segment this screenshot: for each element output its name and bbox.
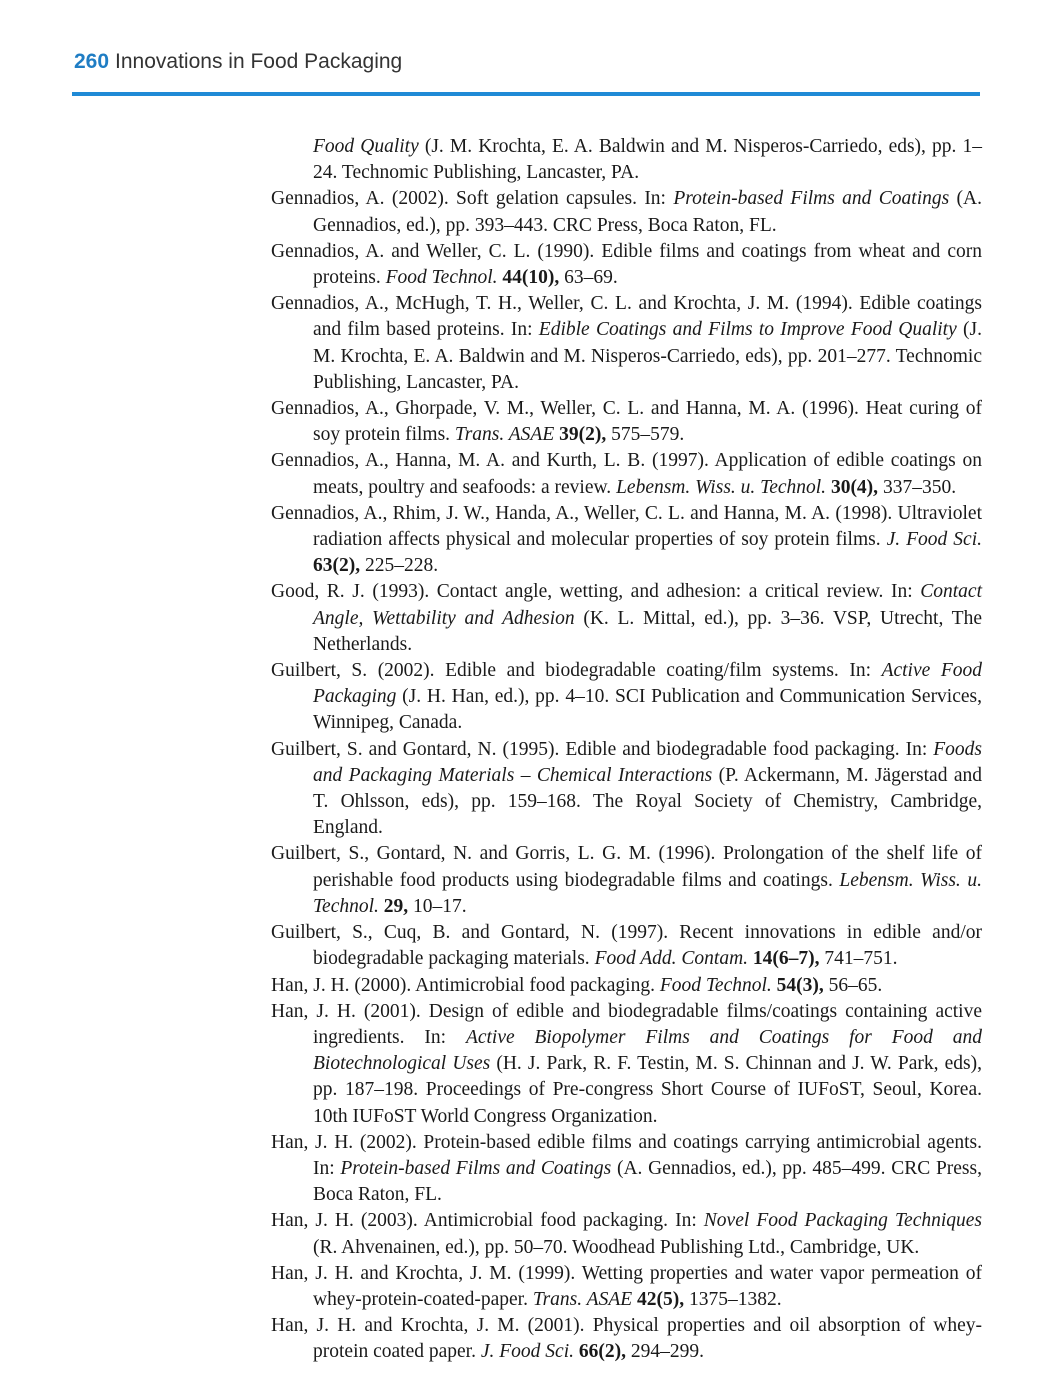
- reference-item: Han, J. H. (2002). Protein-based edible films and coatings carrying antimicrobial agents. In: Protein-based Films and Coatings (A. Gennadios, ed.), pp. 485–499. CRC Press, Boca Raton, FL.: [271, 1131, 982, 1206]
- reference-item: Good, R. J. (1993). Contact angle, wetting, and adhesion: a critical review. In: Contact Angle, Wettability and Adhesion (K. L. Mittal, ed.), pp. 3–36. VSP, Utrecht, The Netherlands.: [271, 581, 982, 655]
- reference-item: Han, J. H. and Krochta, J. M. (1999). Wetting properties and water vapor permeation of whey-protein-coated-paper. Trans. ASAE 42(5), 1375–1382.: [271, 1262, 982, 1310]
- reference-item: Gennadios, A., Hanna, M. A. and Kurth, L. B. (1997). Application of edible coatings on meats, poultry and seafoods: a review. Lebensm. Wiss. u. Technol. 30(4), 337–350.: [271, 450, 982, 498]
- reference-item: Han, J. H. (2001). Design of edible and biodegradable films/coatings containing active ingredients. In: Active Biopolymer Films and Coatings for Food and Biotechnological Uses (H. J. Park, R. F. Testin, M. S. Chinnan and J. W. Park, eds), pp. 187–198. Proceedings of Pre-congress Short Course of IUFoST, Seoul, Korea. 10th IUFoST World Congress Organization.: [271, 1000, 982, 1127]
- reference-item: Guilbert, S. (2002). Edible and biodegradable coating/film systems. In: Active Food Packaging (J. H. Han, ed.), pp. 4–10. SCI Publication and Communication Services, Winnipeg, Canada.: [271, 660, 982, 734]
- reference-list: [271, 134, 982, 1366]
- reference-item: Guilbert, S., Gontard, N. and Gorris, L. G. M. (1996). Prolongation of the shelf life of perishable food products using biodegradable films and coatings. Lebensm. Wiss. u. Technol. 29, 10–17.: [271, 843, 982, 917]
- page-number: 260: [74, 50, 110, 73]
- header-rule: [72, 92, 980, 96]
- reference-item: Han, J. H. and Krochta, J. M. (2001). Physical properties and oil absorption of whey-protein coated paper. J. Food Sci. 66(2), 294–299.: [271, 1315, 982, 1363]
- reference-item: Guilbert, S. and Gontard, N. (1995). Edible and biodegradable food packaging. In: Foods and Packaging Materials – Chemical Interactions (P. Ackermann, M. Jägerstad and T. Ohlsson, eds), pp. 159–168. The Royal Society of Chemistry, Cambridge, England.: [271, 738, 983, 839]
- running-header: [74, 50, 402, 74]
- running-title: Innovations in Food Packaging: [115, 50, 403, 73]
- reference-item: Food Quality (J. M. Krochta, E. A. Baldwin and M. Nisperos-Carriedo, eds), pp. 1–24. Technomic Publishing, Lancaster, PA.: [313, 136, 982, 184]
- reference-item: Gennadios, A., McHugh, T. H., Weller, C. L. and Krochta, J. M. (1994). Edible coatings and film based proteins. In: Edible Coatings and Films to Improve Food Quality (J. M. Krochta, E. A. Baldwin and M. Nisperos-Carriedo, eds), pp. 201–277. Technomic Publishing, Lancaster, PA.: [271, 293, 982, 393]
- reference-item: Gennadios, A. (2002). Soft gelation capsules. In: Protein-based Films and Coatings (A. Gennadios, ed.), pp. 393–443. CRC Press, Boca Raton, FL.: [271, 188, 982, 236]
- reference-item: Han, J. H. (2000). Antimicrobial food packaging. Food Technol. 54(3), 56–65.: [271, 974, 883, 996]
- reference-item: Han, J. H. (2003). Antimicrobial food packaging. In: Novel Food Packaging Techniques (R. Ahvenainen, ed.), pp. 50–70. Woodhead Publishing Ltd., Cambridge, UK.: [271, 1210, 983, 1258]
- reference-item: Gennadios, A. and Weller, C. L. (1990). Edible films and coatings from wheat and corn proteins. Food Technol. 44(10), 63–69.: [271, 240, 982, 289]
- reference-item: Gennadios, A., Ghorpade, V. M., Weller, C. L. and Hanna, M. A. (1996). Heat curing of soy protein films. Trans. ASAE 39(2), 575–579.: [271, 398, 982, 446]
- reference-item: Guilbert, S., Cuq, B. and Gontard, N. (1997). Recent innovations in edible and/or biodegradable packaging materials. Food Add. Contam. 14(6–7), 741–751.: [271, 922, 982, 970]
- reference-item: Gennadios, A., Rhim, J. W., Handa, A., Weller, C. L. and Hanna, M. A. (1998). Ultraviolet radiation affects physical and molecular properties of soy protein films. J. Food Sci. 63(2), 225–228.: [271, 502, 982, 577]
